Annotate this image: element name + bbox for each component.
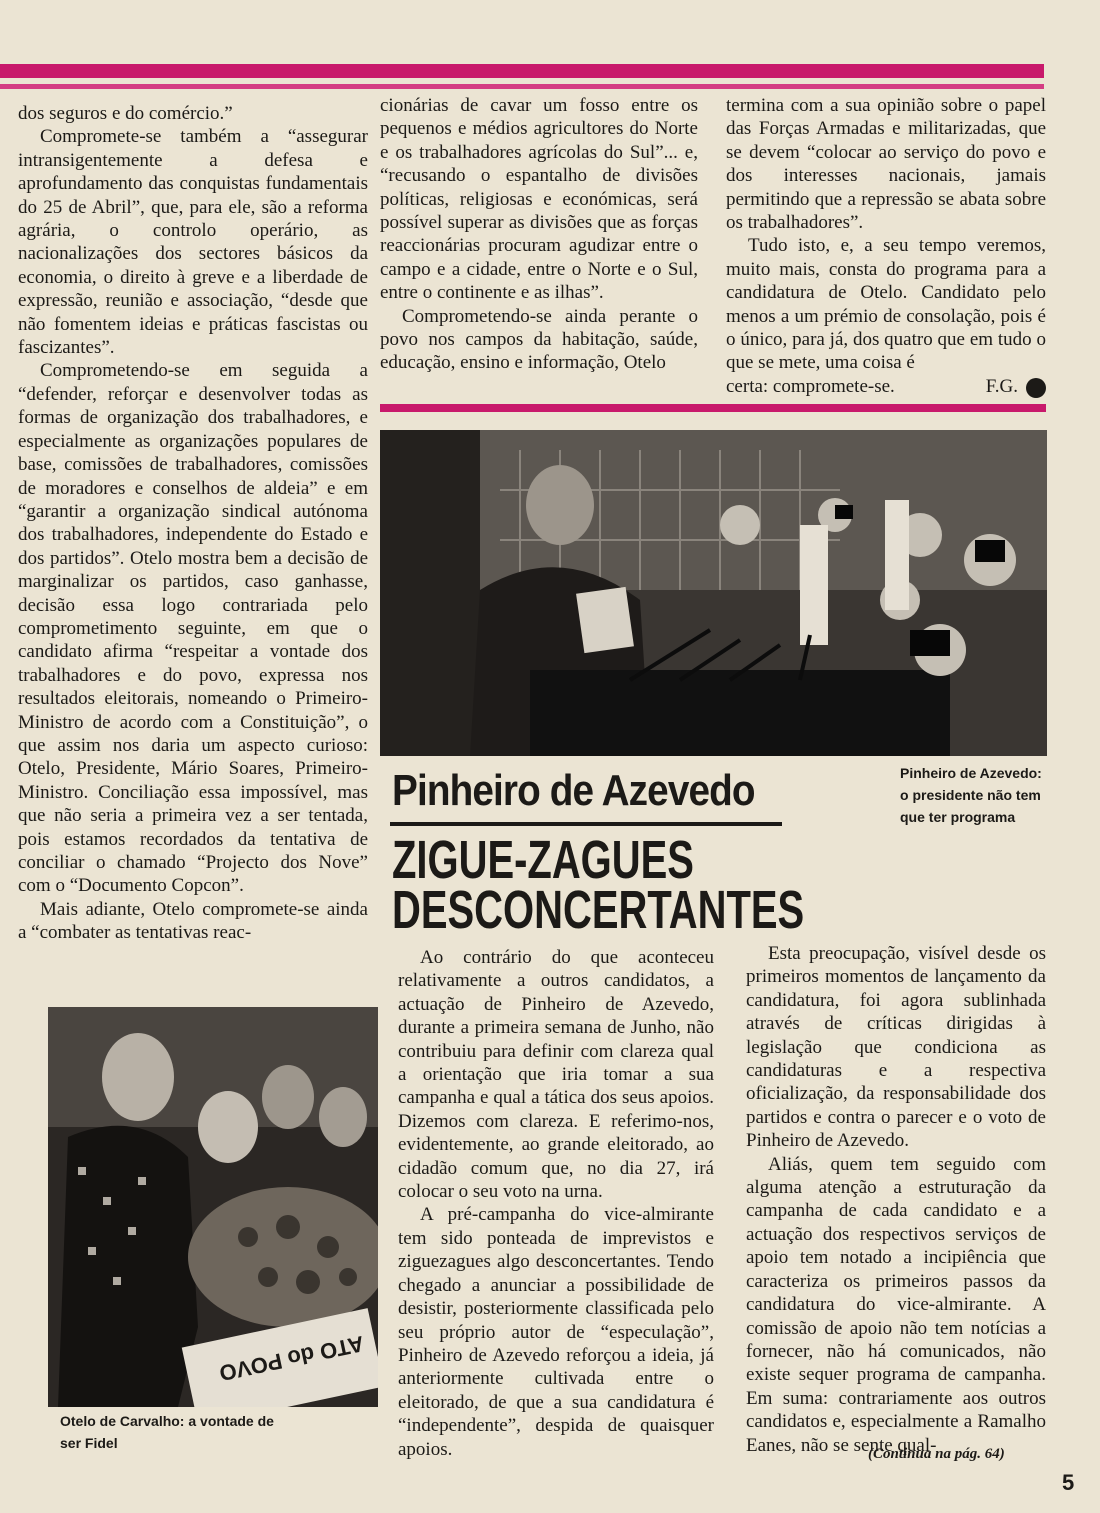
otelo-caption-line-2: ser Fidel bbox=[60, 1435, 118, 1451]
press-caption-line-3: que ter programa bbox=[900, 809, 1016, 825]
otelo-photo bbox=[48, 1007, 378, 1407]
headline-title-line-1: ZIGUE-ZAGUES bbox=[392, 830, 694, 890]
article-column-left bbox=[398, 946, 714, 1461]
continued-note: (Continua na pág. 64) bbox=[868, 1446, 1005, 1462]
signature-line bbox=[726, 375, 1046, 398]
press-caption-line-1: Pinheiro de Azevedo: bbox=[900, 765, 1042, 781]
end-mark-icon bbox=[1026, 378, 1046, 398]
press-caption-line-2: o presidente não tem bbox=[900, 787, 1041, 803]
column-2 bbox=[380, 94, 698, 375]
article-right-paragraph-1: Esta preocupação, visível desde os primeiros momentos de lançamento da candidatura, foi agora sublinhada através de críticas dirigidas à legislação que condiciona as candidaturas e a respectiva oficialização, da responsabilidade dos partidos e contra o parecer e o voto de Pinheiro de Azevedo. bbox=[746, 943, 1046, 1152]
article-right-paragraph-2: Aliás, quem tem seguido com alguma atenção a estruturação da campanha de cada candidato e a actuação dos respectivos serviços de apoio tem notado a incipiência que caracteriza os primeiros passos da candidatura do vice-almirante. A comissão de apoio não tem notícias a fornecer, não há comunicados, não existe sequer programa de campanha. Em suma: contrariamente aos outros candidatos e, especialmente a Ramalho Eanes, não se sente qual- bbox=[746, 1153, 1046, 1456]
article-left-paragraph-2: A pré-campanha do vice-almirante tem sido ponteada de imprevistos e ziguezagues algo desconcertantes. Tendo chegado a anunciar a possibilidade de desistir, posteriormente classificada pelo seu próprio autor de “especulação”, Pinheiro de Azevedo reforçou a ideia, já anteriormente cultivada entre o eleitorado, de que a sua candidatura é “independente”, despida de quaisquer apoios. bbox=[398, 1204, 714, 1460]
article-column-right bbox=[746, 942, 1046, 1457]
top-magenta-rule bbox=[0, 64, 1044, 78]
headline-kicker: Pinheiro de Azevedo bbox=[392, 766, 755, 815]
headline-underline bbox=[390, 822, 782, 826]
article-left-paragraph-1: Ao contrário do que aconteceu relativamente a outros candidatos, a actuação de Pinheiro de Azevedo, durante a primeira semana de Junho, não contribuiu para definir com clareza qual a orientação que iria tomar a sua campanha e qual a tática dos seus apoios. Dizemos com clareza. E referimo-nos, evidentemente, ao grande eleitorado, ao cidadão comum que, no dia 27, irá colocar o seu voto na urna. bbox=[398, 947, 714, 1203]
headline-title-line-2: DESCONCERTANTES bbox=[392, 880, 805, 940]
mid-magenta-rule bbox=[380, 404, 1046, 412]
col3-paragraph-1: termina com a sua opinião sobre o papel das Forças Armadas e militarizadas, que se devem “colocar ao serviço do povo e dos interesses nacionais, jamais permitindo que a repressão se abata sobre os trabalhadores”. bbox=[726, 95, 1046, 234]
column-1 bbox=[18, 102, 368, 945]
press-photo-caption bbox=[900, 762, 1070, 828]
col3-paragraph-2: Tudo isto, e, a seu tempo veremos, muito mais, consta do programa para a candidatura de Otelo. Candidato pelo menos a um prémio de consolação, pois é o único, para já, dos quatro que em tudo o que se mete, uma coisa é bbox=[726, 235, 1046, 374]
col1-paragraph-3: Comprometendo-se em seguida a “defender, reforçar e desenvolver todas as formas de organização dos trabalhadores, e especialmente as organizações populares de base, comissões de trabalhadores, comissões de moradores e conselhos de aldeia” e em “garantir a organização sindical autónoma dos trabalhadores, independente do Estado e dos partidos”. Otelo mostra bem a decisão de marginalizar os partidos, caso ganhasse, decisão essa logo contrariada pelo comprometimento seguinte, em que o candidato afirma “respeitar a vontade dos trabalhadores e do povo, expressa nos resultados eleitorais, nomeando o Primeiro-Ministro de acordo com a Constituição”, o que assim nos daria um aspecto curioso: Otelo, Presidente, Mário Soares, Primeiro-Ministro. Conciliação essa impossível, mas que não seria a primeira vez a ser tentada, pois estamos recordados da tentativa de conciliar o chamado “Projecto dos Nove” com o “Documento Copcon”. bbox=[18, 360, 368, 897]
press-conference-photo bbox=[380, 430, 1047, 756]
col1-paragraph-4: Mais adiante, Otelo compromete-se ainda a “combater as tentativas reac- bbox=[18, 898, 368, 944]
col1-paragraph-2: Compromete-se também a “assegurar intransigentemente a defesa e aprofundamento das conquistas fundamentais do 25 de Abril”, que, para ele, são a reforma agrária, o controlo operário, as nacionalizações dos sectores básicos da economia, o direito à greve e a liberdade de expressão, reunião e associação, “desde que não fomentem ideias e práticas fascistas ou fascizantes”. bbox=[18, 126, 368, 359]
page-number: 5 bbox=[1062, 1470, 1075, 1495]
col3-last-line: certa: compromete-se. bbox=[726, 375, 895, 397]
otelo-caption-line-1: Otelo de Carvalho: a vontade de bbox=[60, 1413, 274, 1429]
col2-paragraph-1: cionárias de cavar um fosso entre os pequenos e médios agricultores do Norte e os trabalhadores agrícolas do Sul”... e, “recusando o espantalho de divisões políticas, religiosas e económicas, será possível superar as divisões que as forças reaccionárias procuram agudizar entre o campo e a cidade, entre o Norte e o Sul, entre o continente e as ilhas”. bbox=[380, 95, 698, 304]
top-magenta-rule-thin bbox=[0, 84, 1044, 89]
banner-lettering: ATO do POVO bbox=[217, 1330, 367, 1387]
column-3 bbox=[726, 94, 1046, 398]
col1-paragraph-1: dos seguros e do comércio.” bbox=[18, 103, 233, 124]
col2-paragraph-2: Comprometendo-se ainda perante o povo nos campos da habitação, saúde, educação, ensino e informação, Otelo bbox=[380, 305, 698, 374]
author-signature: F.G. bbox=[985, 375, 1018, 397]
otelo-photo-caption bbox=[60, 1410, 360, 1454]
